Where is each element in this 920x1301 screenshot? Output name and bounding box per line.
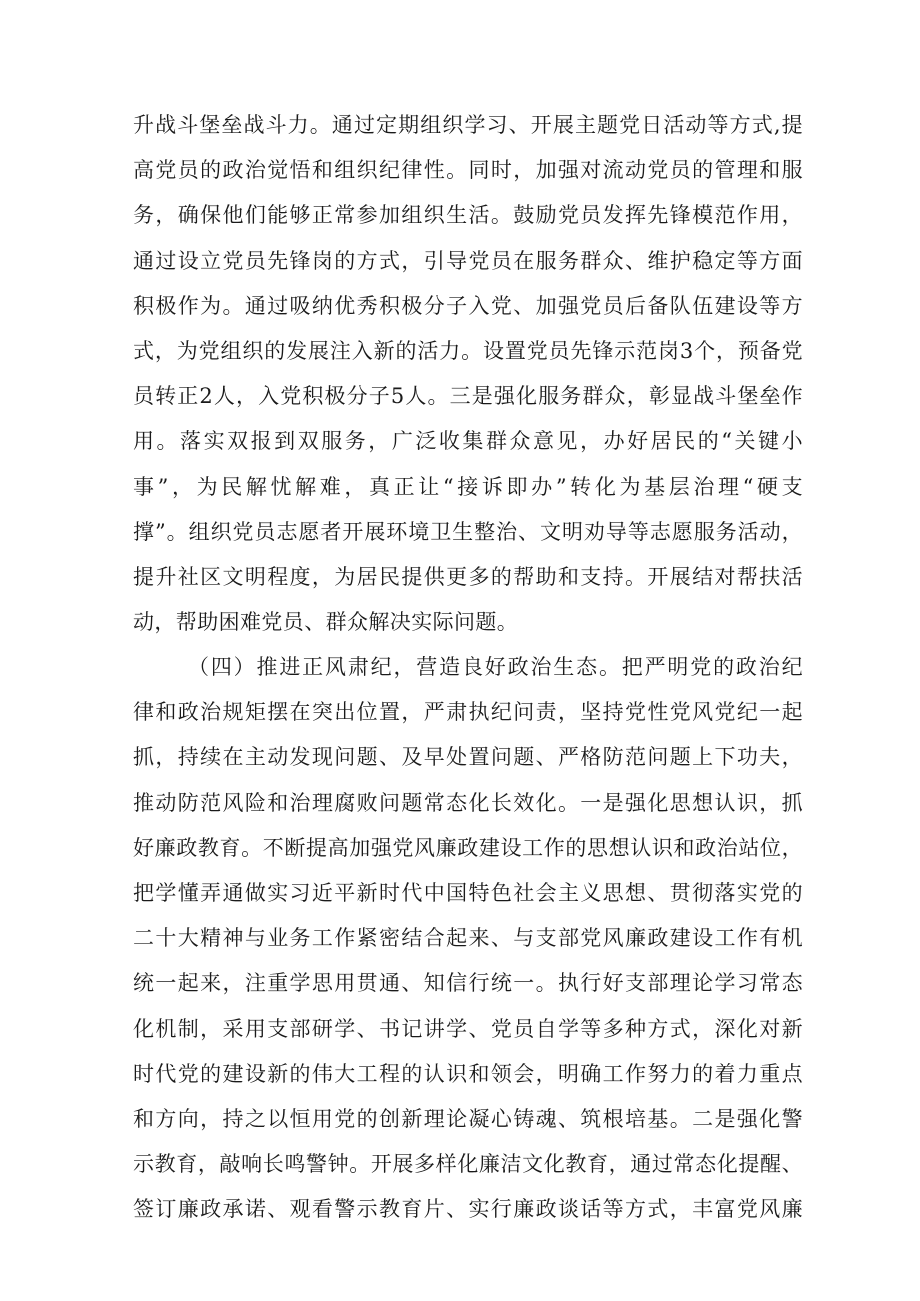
text-line: 通过设立党员先锋岗的方式，引导党员在服务群众、维护稳定等方面 bbox=[133, 248, 803, 273]
text-line: 统一起来，注重学思用贯通、知信行统一。执行好支部理论学习常态 bbox=[133, 971, 803, 996]
text-line: 时代党的建设新的伟大工程的认识和领会，明确工作努力的着力重点 bbox=[133, 1061, 803, 1086]
text-line: 撑”。组织党员志愿者开展环境卫生整治、文明劝导等志愿服务活动， bbox=[133, 519, 803, 544]
text-line: 抓，持续在主动发现问题、及早处置问题、严格防范问题上下功夫， bbox=[133, 745, 803, 770]
text-line: 式，为党组织的发展注入新的活力。设置党员先锋示范岗3个，预备党 bbox=[133, 338, 803, 363]
text-line: 提升社区文明程度，为居民提供更多的帮助和支持。开展结对帮扶活 bbox=[133, 564, 803, 589]
section-four-paragraph bbox=[133, 645, 803, 1232]
text-line: 和方向，持之以恒用党的创新理论凝心铸魂、筑根培基。二是强化警 bbox=[133, 1106, 803, 1131]
text-line: 二十大精神与业务工作紧密结合起来、与支部党风廉政建设工作有机 bbox=[133, 926, 803, 951]
paragraph-continuation bbox=[133, 103, 803, 645]
text-line: 用。落实双报到双服务，广泛收集群众意见，办好居民的“关键小 bbox=[133, 429, 803, 454]
section-heading-line: （四）推进正风肃纪，营造良好政治生态。把严明党的政治纪 bbox=[188, 655, 803, 679]
text-line: 律和政治规矩摆在突出位置，严肃执纪问责，坚持党性党风党纪一起 bbox=[133, 700, 803, 725]
text-line: 事”，为民解忧解难，真正让“接诉即办”转化为基层治理“硬支 bbox=[133, 474, 803, 499]
text-line: 好廉政教育。不断提高加强党风廉政建设工作的思想认识和政治站位， bbox=[133, 835, 803, 860]
text-line: 推动防范风险和治理腐败问题常态化长效化。一是强化思想认识，抓 bbox=[133, 790, 803, 815]
text-line: 高党员的政治觉悟和组织纪律性。同时，加强对流动党员的管理和服 bbox=[133, 158, 803, 183]
text-line: 动，帮助困难党员、群众解决实际问题。 bbox=[133, 610, 519, 635]
text-line: 员转正2人，入党积极分子5人。三是强化服务群众，彰显战斗堡垒作 bbox=[133, 384, 803, 409]
text-line: 积极作为。通过吸纳优秀积极分子入党、加强党员后备队伍建设等方 bbox=[133, 293, 803, 318]
text-line: 升战斗堡垒战斗力。通过定期组织学习、开展主题党日活动等方式,提 bbox=[133, 113, 803, 137]
text-line: 务，确保他们能够正常参加组织生活。鼓励党员发挥先锋模范作用， bbox=[133, 203, 803, 228]
text-line: 把学懂弄通做实习近平新时代中国特色社会主义思想、贯彻落实党的 bbox=[133, 880, 803, 905]
text-line: 示教育，敲响长鸣警钟。开展多样化廉洁文化教育，通过常态化提醒、 bbox=[133, 1152, 803, 1177]
text-line: 签订廉政承诺、观看警示教育片、实行廉政谈话等方式，丰富党风廉 bbox=[133, 1197, 803, 1222]
text-line: 化机制，采用支部研学、书记讲学、党员自学等多种方式，深化对新 bbox=[133, 1016, 803, 1041]
